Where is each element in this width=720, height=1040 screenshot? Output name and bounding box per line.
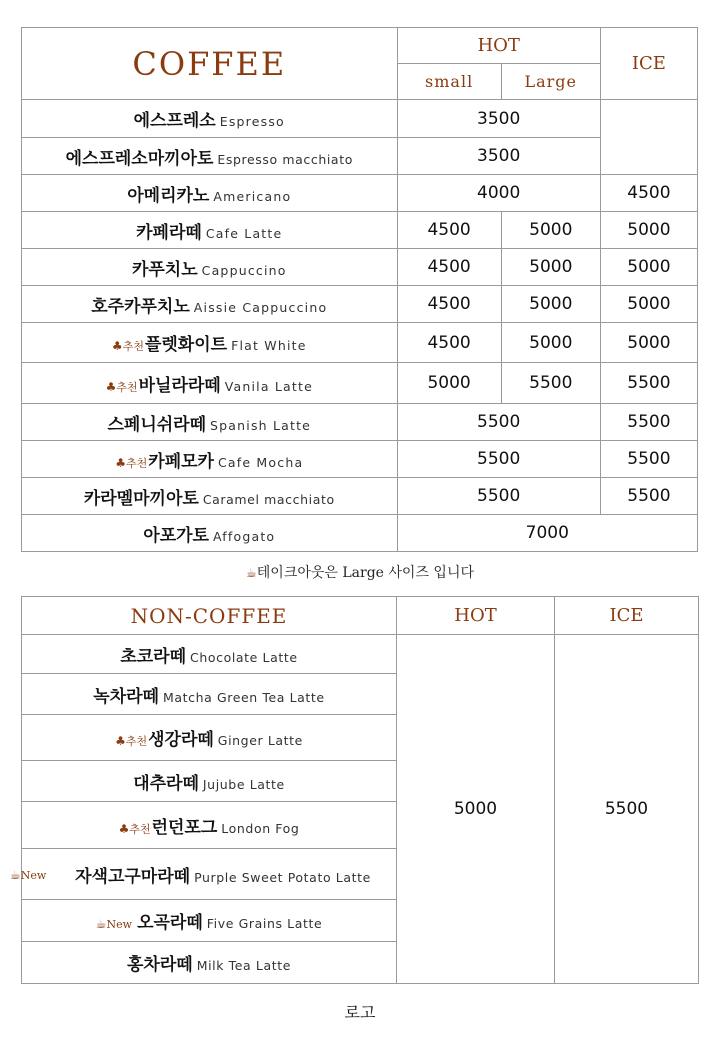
menu-name-cell xyxy=(22,323,398,363)
item-name-ko: 초코라떼 xyxy=(120,646,187,667)
noncoffee-header-row xyxy=(22,597,699,635)
ice-price: 5000 xyxy=(600,323,697,363)
small-price: 4500 xyxy=(397,212,501,249)
ice-price-empty xyxy=(600,100,697,175)
new-mark: New xyxy=(20,869,47,882)
ice-header: ICE xyxy=(600,28,697,100)
item-name-ko: 아메리카노 xyxy=(127,185,210,206)
large-price: 5000 xyxy=(501,323,600,363)
hot-header: HOT xyxy=(397,28,600,64)
menu-row xyxy=(22,100,698,138)
item-name-en: Chocolate Latte xyxy=(190,649,298,665)
recommend-mark: 추천 xyxy=(125,735,148,748)
recommend-mark: 추천 xyxy=(122,340,144,353)
item-name-en: Matcha Green Tea Latte xyxy=(162,689,325,705)
hot-price: 5000 xyxy=(397,635,555,984)
small-price: 4500 xyxy=(397,286,501,323)
item-name-ko: 에스프레소마끼아토 xyxy=(65,148,214,169)
ice-price: 5500 xyxy=(555,635,699,984)
item-name-en: Cafe Mocha xyxy=(217,454,304,470)
clover-icon: ♣ xyxy=(118,821,130,836)
noncoffee-menu-table xyxy=(10,596,699,984)
clover-icon: ♣ xyxy=(115,455,126,470)
item-name-ko: 스페니쉬라떼 xyxy=(107,414,207,435)
small-price: 4500 xyxy=(397,249,501,286)
item-name-ko: 녹차라떼 xyxy=(93,686,159,707)
small-price: 4500 xyxy=(397,323,501,363)
ice-price: 5000 xyxy=(600,249,697,286)
new-mark: New xyxy=(106,918,133,931)
recommend-mark: 추천 xyxy=(116,380,138,394)
large-price: 5000 xyxy=(501,249,600,286)
clover-icon: ♣ xyxy=(105,379,117,394)
menu-name-cell xyxy=(22,942,397,984)
menu-name-cell xyxy=(22,761,397,802)
menu-name-cell xyxy=(22,175,398,212)
ice-price: 5500 xyxy=(600,363,697,404)
large-header: Large xyxy=(501,64,600,100)
menu-name-cell xyxy=(22,100,398,138)
coffee-cup-icon: ☕ xyxy=(10,868,21,882)
item-name-ko: 오곡라떼 xyxy=(137,913,203,933)
recommend-mark: 추천 xyxy=(126,456,148,470)
item-name-en: London Fog xyxy=(221,820,300,836)
item-name-en: Spanish Latte xyxy=(210,417,312,433)
item-name-ko: 바닐라라떼 xyxy=(138,375,221,396)
large-price: 5000 xyxy=(501,286,600,323)
ice-price: 4500 xyxy=(600,175,697,212)
coffee-menu-table xyxy=(21,27,698,552)
hot-header: HOT xyxy=(397,597,555,635)
item-name-ko: 호주카푸치노 xyxy=(91,296,190,317)
coffee-cup-icon: ☕ xyxy=(246,566,257,580)
ice-price: 5000 xyxy=(600,212,697,249)
menu-name-cell xyxy=(22,138,398,175)
hot-price: 3500 xyxy=(397,138,600,175)
item-name-en: Espresso xyxy=(219,114,285,129)
menu-name-cell xyxy=(22,286,398,323)
menu-row xyxy=(22,175,698,212)
item-name-en: Caramel macchiato xyxy=(202,491,335,507)
menu-row xyxy=(22,441,698,478)
menu-name-cell xyxy=(22,900,397,942)
menu-row xyxy=(22,363,698,404)
menu-row xyxy=(22,478,698,515)
item-name-en: Cafe Latte xyxy=(205,225,283,241)
item-name-ko: 카푸치노 xyxy=(131,259,198,280)
item-name-ko: 카페라떼 xyxy=(136,222,202,243)
large-price: 5000 xyxy=(501,212,600,249)
hot-price: 5500 xyxy=(397,404,600,441)
logo-text: 로고 xyxy=(344,1003,376,1022)
coffee-title: COFFEE xyxy=(22,28,398,100)
item-name-en: Ginger Latte xyxy=(217,733,303,748)
menu-name-cell xyxy=(22,212,398,249)
ice-header: ICE xyxy=(555,597,699,635)
item-name-en: Jujube Latte xyxy=(202,776,285,792)
small-price: 5000 xyxy=(397,363,501,404)
menu-row xyxy=(22,404,698,441)
price: 7000 xyxy=(397,515,697,552)
item-name-ko: 카라멜마끼아토 xyxy=(83,488,199,509)
item-name-ko: 플렛화이트 xyxy=(144,335,228,355)
menu-name-cell xyxy=(22,363,398,404)
ice-price: 5000 xyxy=(600,286,697,323)
menu-row xyxy=(22,212,698,249)
item-name-ko: 대추라떼 xyxy=(133,773,199,794)
ice-price: 5500 xyxy=(600,404,697,441)
menu-name-cell xyxy=(22,674,397,715)
menu-name-cell xyxy=(22,249,398,286)
item-name-en: Purple Sweet Potato Latte xyxy=(194,869,371,885)
menu-name-cell xyxy=(22,478,398,515)
large-price: 5500 xyxy=(501,363,600,404)
item-name-en: Five Grains Latte xyxy=(206,916,323,931)
hot-price: 5500 xyxy=(397,478,600,515)
hot-price: 4000 xyxy=(397,175,600,212)
ice-price: 5500 xyxy=(600,441,697,478)
menu-row xyxy=(22,635,699,674)
menu-name-cell xyxy=(22,715,397,761)
menu-row xyxy=(22,323,698,363)
item-name-en: Cappuccino xyxy=(201,262,287,278)
takeout-note xyxy=(0,562,720,582)
item-name-ko: 자색고구마라떼 xyxy=(75,866,191,887)
hot-price: 5500 xyxy=(397,441,600,478)
item-name-en: Flat White xyxy=(231,338,307,353)
item-name-ko: 생강라떼 xyxy=(148,730,214,750)
item-name-en: Espresso macchiato xyxy=(217,151,353,167)
coffee-header-row xyxy=(22,28,698,64)
small-header: small xyxy=(397,64,501,100)
noncoffee-title: NON-COFFEE xyxy=(22,597,397,635)
clover-icon: ♣ xyxy=(115,734,126,748)
takeout-note-text: 테이크아웃은 Large 사이즈 입니다 xyxy=(256,565,474,581)
item-name-en: Americano xyxy=(213,188,292,204)
item-name-en: Affogato xyxy=(212,528,276,544)
item-name-ko: 홍차라떼 xyxy=(127,955,193,975)
item-name-en: Vanila Latte xyxy=(224,378,313,394)
menu-name-cell xyxy=(22,441,398,478)
menu-row xyxy=(22,286,698,323)
menu-name-cell xyxy=(22,635,397,674)
clover-icon: ♣ xyxy=(111,339,123,353)
item-name-ko: 에스프레소 xyxy=(133,111,216,131)
recommend-mark: 추천 xyxy=(129,822,151,836)
menu-name-cell xyxy=(10,849,397,900)
menu-row xyxy=(22,138,698,175)
item-name-ko: 런던포그 xyxy=(151,817,218,838)
item-name-ko: 아포가토 xyxy=(143,525,209,546)
menu-row xyxy=(22,515,698,552)
hot-price: 3500 xyxy=(397,100,600,138)
ice-price: 5500 xyxy=(600,478,697,515)
item-name-ko: 카페모카 xyxy=(148,451,214,472)
menu-name-cell xyxy=(22,515,398,552)
coffee-cup-icon: ☕ xyxy=(95,917,107,931)
menu-name-cell xyxy=(22,802,397,849)
menu-row xyxy=(22,249,698,286)
item-name-en: Aissie Cappuccino xyxy=(193,299,328,315)
menu-name-cell xyxy=(22,404,398,441)
item-name-en: Milk Tea Latte xyxy=(196,958,291,973)
